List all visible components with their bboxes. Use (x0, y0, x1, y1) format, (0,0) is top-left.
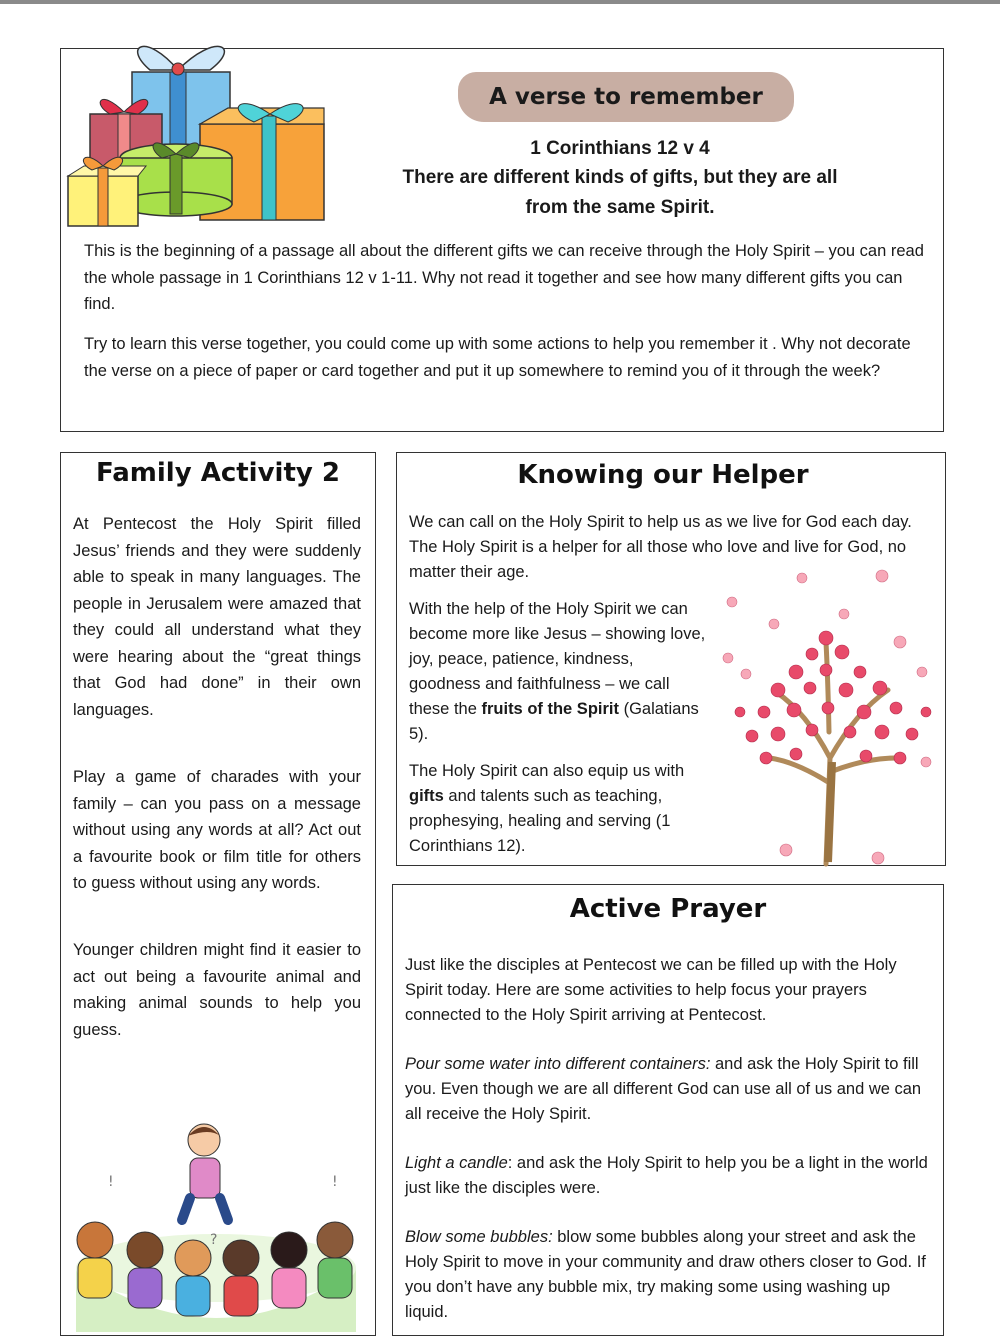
children-charades-illustration (70, 1118, 362, 1332)
family-activity-paragraph-3: Younger children might find it easier to act out being a favourite animal and making animal sounds to help you guess. (73, 941, 361, 1039)
helper-title: Knowing our Helper (517, 460, 809, 490)
gifts-emphasis: gifts (409, 787, 444, 805)
prayer-item-bubbles-label: Blow some bubbles: (405, 1228, 553, 1246)
prayer-item-bubbles: Blow some bubbles: blow some bubbles along your street and ask the Holy Spirit to move in your community and draw others closer to God. If you don’t have any bubble mix, try making some using washing up liquid. (405, 1228, 926, 1321)
verse-banner-title: A verse to remember (458, 72, 794, 122)
svg-text:?: ? (210, 1232, 218, 1248)
svg-text:!: ! (108, 1174, 114, 1190)
verse-paragraph-2: Try to learn this verse together, you could come up with some actions to help you remember it . Why not decorate the verse on a piece of paper or card together and put it up somewhere to remind you of it through the week? (84, 335, 911, 380)
helper-paragraph-2: With the help of the Holy Spirit we can become more like Jesus – showing love, joy, peace, patience, kindness, goodness and faithfulness – we call these the fruits of the Spirit (Galatians 5). (409, 600, 706, 743)
verse-text-line2: from the same Spirit. (525, 197, 715, 218)
helper-paragraph-1: We can call on the Holy Spirit to help us as we live for God each day. The Holy Spirit is a helper for all those who love and live for God, no matter their age. (409, 513, 912, 581)
svg-text:!: ! (332, 1174, 338, 1190)
prayer-item-water-label: Pour some water into different containers: (405, 1055, 711, 1073)
verse-text-line1: There are different kinds of gifts, but they are all (402, 167, 838, 188)
prayer-item-candle-label: Light a candle (405, 1154, 508, 1172)
fruits-of-the-spirit-emphasis: fruits of the Spirit (481, 700, 619, 718)
family-activity-paragraph-1: At Pentecost the Holy Spirit filled Jesus’ friends and they were suddenly able to speak in many languages. The people in Jerusalem were amazed that they could all understand what they were hearing about the “great things that God had done” in their own languages. (73, 515, 361, 719)
verse-reference: 1 Corinthians 12 v 4 (530, 138, 710, 159)
heart-tree-illustration (716, 562, 944, 868)
helper-paragraph-3: The Holy Spirit can also equip us with gifts and talents such as teaching, prophesying, healing and serving (1 Corinthians 12). (409, 762, 685, 855)
family-activity-paragraph-2: Play a game of charades with your family – can you pass on a message without using any words at all? Act out a favourite book or film title for others to guess without using any words. (73, 768, 361, 892)
active-prayer-title: Active Prayer (569, 894, 767, 924)
prayer-item-water: Pour some water into different containers: and ask the Holy Spirit to fill you. Even though we are all different God can use all of us and we can all receive the Holy Spirit. (405, 1055, 922, 1123)
prayer-item-candle: Light a candle: and ask the Holy Spirit to help you be a light in the world just like the disciples were. (405, 1154, 928, 1197)
prayer-intro: Just like the disciples at Pentecost we can be filled up with the Holy Spirit today. Here are some activities to help focus your prayers connected to the Holy Spirit arriving at Pentecost. (405, 956, 897, 1024)
verse-paragraph-1: This is the beginning of a passage all about the different gifts we can receive through the Holy Spirit – you can read the whole passage in 1 Corinthians 12 v 1-11. Why not read it together and see how many different gifts you can find. (84, 242, 924, 313)
gift-boxes-illustration (66, 36, 330, 228)
top-border (0, 0, 1000, 4)
family-activity-title: Family Activity 2 (96, 458, 340, 488)
